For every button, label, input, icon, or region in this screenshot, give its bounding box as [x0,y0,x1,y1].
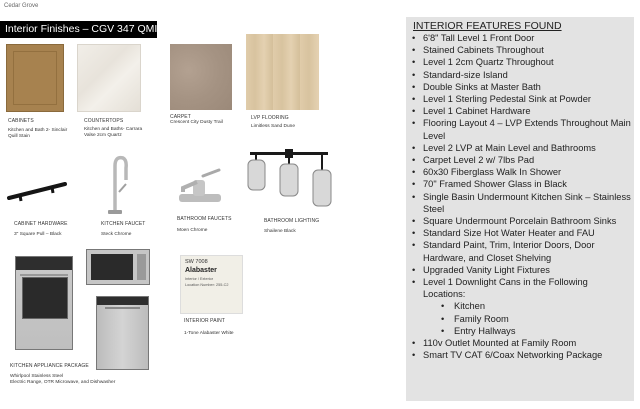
features-list [409,32,632,361]
feature-item: • Standard-size Island [409,69,632,81]
feature-item: • Standard Paint, Trim, Interior Doors, Door Hardware, and Closet Shelving [409,239,632,263]
kitchen-faucet-heading: KITCHEN FAUCET [101,221,146,227]
countertops-caption [84,118,146,139]
bathroom-faucets-heading: BATHROOM FAUCETS [177,216,232,222]
bathroom-faucet-image [175,164,225,206]
feature-item: • Square Undermount Porcelain Bathroom Sinks [409,215,632,227]
dishwasher-image [96,296,149,370]
countertops-desc: Kitchen and Baths- Carrara Valse 2cm Quartz [84,127,143,138]
downlight-locations [423,300,632,337]
location-item: • Family Room [423,313,632,325]
appliance-heading: KITCHEN APPLIANCE PACKAGE [10,363,89,369]
feature-item: • Double Sinks at Master Bath [409,81,632,93]
carpet-caption [170,114,236,126]
lvp-swatch [246,34,319,110]
feature-item: • Smart TV CAT 6/Coax Networking Package [409,349,632,361]
bathroom-lighting-caption [264,218,334,235]
cabinets-desc: Kitchen and Bath 2- Sinclair Quill Stain [8,128,68,139]
kitchen-faucet-desc: Steck Chrome [101,232,132,237]
bathroom-lighting-desc: Shailene Black [264,229,296,234]
countertop-swatch [77,44,141,112]
countertops-heading: COUNTERTOPS [84,118,124,124]
feature-item: • Level 2 LVP at Main Level and Bathrooms [409,142,632,154]
paint-line-2: Location Number: 255-C2 [185,283,229,287]
paint-code: SW 7008 [185,259,208,265]
lvp-caption [251,115,321,130]
range-image [15,256,73,350]
cabinet-hardware-caption [14,221,80,238]
microwave-image [86,249,150,285]
feature-item: • Upgraded Vanity Light Fixtures [409,264,632,276]
feature-item: • 60x30 Fiberglass Walk In Shower [409,166,632,178]
feature-item: • Carpet Level 2 w/ 7lbs Pad [409,154,632,166]
feature-item: • 70" Framed Shower Glass in Black [409,178,632,190]
feature-item-text: Level 1 Downlight Cans in the Following Locations: [423,277,588,300]
interior-paint-caption [184,318,254,337]
carpet-swatch [170,44,232,110]
appliance-desc-1: Whirlpool Stainless Steel [10,374,64,379]
feature-item: • 6'8" Tall Level 1 Front Door [409,32,632,44]
interior-features-panel [406,17,634,401]
features-title: INTERIOR FEATURES FOUND [413,20,562,32]
feature-item: • Single Basin Undermount Kitchen Sink – Stainless Steel [409,191,632,215]
interior-paint-heading: INTERIOR PAINT [184,318,226,324]
cabinet-swatch [6,44,64,112]
feature-item: • Level 1 Sterling Pedestal Sink at Powder [409,93,632,105]
bathroom-lighting-heading: BATHROOM LIGHTING [264,218,320,224]
interior-paint-desc: 1-Tone Alabaster White [184,331,234,336]
bathroom-faucets-desc: Moen Chrome [177,228,208,233]
feature-item-downlights [409,276,632,337]
feature-item: • Level 1 2cm Quartz Throughout [409,56,632,68]
paint-color-card [180,255,243,314]
cabinet-pull-image [6,180,68,204]
bathroom-light-image [244,146,334,212]
lvp-heading: LVP FLOORING [251,115,289,121]
cabinets-caption [8,118,68,140]
feature-item: • Standard Size Hot Water Heater and FAU [409,227,632,239]
carpet-heading: CARPET [170,114,191,120]
feature-item: • 110v Outlet Mounted at Family Room [409,337,632,349]
location-item: • Entry Hallways [423,325,632,337]
bathroom-faucets-caption [177,216,243,234]
paint-line-1: Interior / Exterior [185,277,214,281]
feature-item: • Flooring Layout 4 – LVP Extends Throughout Main Level [409,117,632,141]
cabinet-hardware-desc: 3" Square Pull – Black [14,232,62,237]
feature-item: • Level 1 Cabinet Hardware [409,105,632,117]
appliance-caption [10,363,150,386]
location-item: • Kitchen [423,300,632,312]
kitchen-faucet-image [100,154,130,216]
cabinet-hardware-heading: CABINET HARDWARE [14,221,68,227]
appliance-desc-2: Electric Range, OTR Microwave, and Dishwasher [10,380,116,385]
cabinets-heading: CABINETS [8,118,34,124]
paint-name: Alabaster [185,267,217,274]
feature-item: • Stained Cabinets Throughout [409,44,632,56]
kitchen-faucet-caption [101,221,161,238]
lvp-desc: Limitless Sand Dune [251,124,295,129]
page-title: Interior Finishes – CGV 347 QMI [0,21,157,38]
brand-label: Cedar Grove [4,3,39,9]
carpet-desc: Crescent City Dusty Trail [170,120,223,125]
